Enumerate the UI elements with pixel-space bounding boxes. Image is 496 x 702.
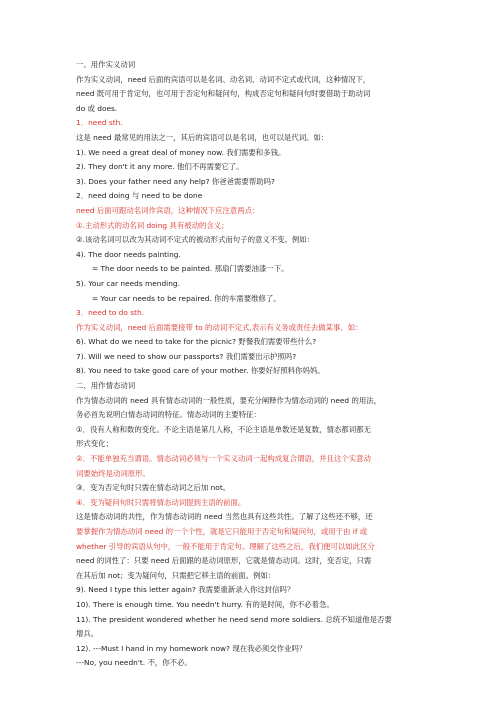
example-line: 11). The president wondered whether he need send more soldiers. 总统不知道他是否要 [76, 614, 392, 624]
paragraph-line: 这是情态动词的共性，作为情态动词的 need 当然也具有这些共性。了解了这些还不够，还 [76, 512, 373, 522]
paragraph-line: need 既可用于肯定句，也可用于否定句和疑问句，构成否定句和疑问句时要借助于助动词 [76, 89, 371, 99]
example-line: 5). Your car needs mending. [76, 278, 180, 288]
highlight-line: ①.主动形式的动名词 doing 具有被动的含义； [76, 220, 229, 230]
example-line: 增兵。 [76, 629, 99, 639]
subsection-heading: 1．need sth. [76, 118, 123, 128]
example-line: 10). There is enough time. You needn't hurry. 有的是时间，你不必着急。 [76, 599, 334, 609]
example-line: 3). Does your father need any help? 你爸爸需要帮助吗? [76, 176, 275, 186]
example-line: 2). They don't it any more. 他们不再需要它了。 [76, 162, 244, 172]
example-line: 6). What do we need to take for the picnic? 野餐我们需要带些什么? [76, 337, 317, 347]
paragraph-line: 形式变化； [76, 439, 113, 449]
example-line: 1). We need a great deal of money now. 我们需要和多钱。 [76, 147, 286, 157]
paragraph-line: 这是 need 最常见的用法之一，其后的宾语可以是名词，也可以是代词。如： [76, 132, 329, 142]
example-line: 8). You need to take good care of your mother. 你要好好照料你妈妈。 [76, 366, 325, 376]
highlight-line: ②．不能单独充当谓语。情态动词必须与一个实义动词一起构成复合谓语，并且这个实意动 [76, 454, 371, 464]
example-line: 9). Need I type this letter again? 我需要重新录入你这封信吗？ [76, 585, 295, 595]
example-line: ---No, you needn't. 不，你不必。 [76, 658, 192, 668]
paragraph-line: do 或 does. [76, 103, 118, 113]
section-heading: 二、用作情态动词 [76, 381, 136, 391]
subsection-heading: 3．need to do sth. [76, 308, 145, 318]
highlight-line: 作为实义动词，need 后面需要接带 to 的动词不定式,表示有义务或责任去做某事。如： [76, 322, 363, 332]
document-body [76, 58, 430, 671]
example-line: 4). The door needs painting. [76, 249, 181, 259]
subsection-heading: 2．need doing 与 need to be done [76, 191, 203, 201]
example-line: 12). ---Must I hand in my homework now? 现在我必须交作业吗？ [76, 643, 307, 653]
paragraph-line: need 的词性了：只要 need 后面跟的是动词原形，它就是情态动词。这时，变否定，只需 [76, 556, 372, 566]
paragraph-line: 作为情态动词的 need 具有情态动词的一般性质，要充分阐释作为情态动词的 need 的用法， [76, 395, 382, 405]
example-line: 7). Will we need to show our passports? 我们需要出示护照吗? [76, 351, 297, 361]
paragraph-line: 作为实义动词，need 后面的宾语可以是名词、动名词、动词不定式或代词，这种情况下， [76, 74, 371, 84]
section-heading: 一、用作实义动词 [76, 60, 136, 69]
highlight-line: ④．变为疑问句时只需将情态动词提到主语的前面。 [76, 497, 246, 507]
paragraph-line: ③．变为否定句时只需在情态动词之后加 not。 [76, 483, 231, 493]
example-line: = Your car needs to be repaired. 你的车需要维修了。 [92, 293, 281, 303]
paragraph-line: 在其后加 not；变为疑问句，只需把它移主语的前面。例如： [76, 570, 276, 580]
paragraph-line: ①．没有人称和数的变化。不论主语是第几人称，不论主语是单数还是复数，情态都词都无 [76, 424, 371, 434]
paragraph-line: ②.该动名词可以改为其动词不定式的被动形式而句子的意义不变。例如： [76, 235, 315, 245]
highlight-line: whether 引导的宾语从句中，一般不能用于肯定句。理解了这些之后，我们便可以如此区分 [76, 541, 375, 551]
highlight-line: 要掌握作为情态动词 need 的一个个性，就是它只能用于否定句和疑问句，或用于由 if 或 [76, 527, 368, 536]
highlight-line: need 后面可跟动名词作宾语，这种情况下应注意两点： [76, 205, 260, 215]
example-line: = The door needs to be painted. 那扇门需要油漆一下。 [92, 264, 289, 274]
paragraph-line: 务必首先说明白情态动词的特征。情态动词的主要特征： [76, 410, 261, 420]
highlight-line: 词要始终是动词原形。 [76, 468, 150, 478]
